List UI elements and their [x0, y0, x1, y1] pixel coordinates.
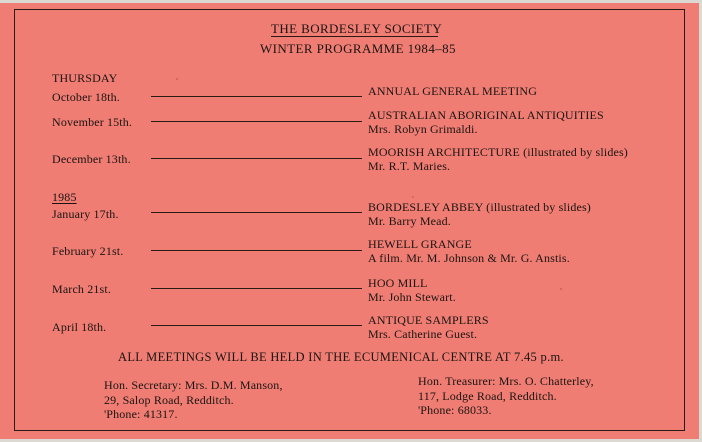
leader-line: [151, 121, 362, 122]
leader-line: [151, 288, 362, 289]
treasurer-phone: 'Phone: 68033.: [418, 403, 492, 417]
meeting-title: ANTIQUE SAMPLERS: [368, 313, 489, 327]
meeting-date: November 15th.: [52, 115, 133, 129]
meeting-title: ANNUAL GENERAL MEETING: [368, 84, 538, 98]
paper-speckle: [560, 288, 562, 290]
meeting-date: October 18th.: [52, 90, 120, 104]
leader-line: [151, 158, 362, 159]
leader-line: [151, 325, 362, 326]
year-heading: 1985: [52, 190, 77, 204]
title-underline: [271, 36, 438, 37]
secretary-name: Hon. Secretary: Mrs. D.M. Manson,: [104, 378, 283, 392]
card-edge-top: [0, 0, 702, 3]
paper-speckle: [176, 78, 178, 80]
meeting-speaker: Mrs. Robyn Grimaldi.: [368, 122, 478, 136]
leader-line: [151, 96, 362, 97]
leader-line: [151, 250, 362, 251]
meeting-speaker: A film. Mr. M. Johnson & Mr. G. Anstis.: [368, 251, 570, 265]
meeting-title: AUSTRALIAN ABORIGINAL ANTIQUITIES: [368, 108, 604, 122]
secretary-address: 29, Salop Road, Redditch.: [104, 393, 234, 407]
meeting-date: April 18th.: [52, 320, 107, 334]
venue-notice: ALL MEETINGS WILL BE HELD IN THE ECUMENICAL CENTRE AT 7.45 p.m.: [118, 350, 564, 364]
secretary-phone: 'Phone: 41317.: [104, 407, 178, 421]
meeting-title: BORDESLEY ABBEY (illustrated by slides): [368, 200, 591, 214]
meeting-title: HEWELL GRANGE: [368, 237, 472, 251]
meeting-speaker: Mr. Barry Mead.: [368, 214, 451, 228]
meeting-title: MOORISH ARCHITECTURE (illustrated by slides): [368, 145, 628, 159]
meeting-date: December 13th.: [52, 152, 131, 166]
meeting-date: February 21st.: [52, 244, 124, 258]
programme-subtitle: WINTER PROGRAMME 1984–85: [260, 41, 456, 56]
meeting-title: HOO MILL: [368, 276, 428, 290]
treasurer-name: Hon. Treasurer: Mrs. O. Chatterley,: [418, 374, 594, 388]
meeting-date: March 21st.: [52, 282, 111, 296]
paper-speckle: [412, 196, 414, 198]
meeting-speaker: Mrs. Catherine Guest.: [368, 327, 478, 341]
meeting-speaker: Mr. R.T. Maries.: [368, 159, 451, 173]
meeting-date: January 17th.: [52, 207, 119, 221]
treasurer-address: 117, Lodge Road, Redditch.: [418, 389, 557, 403]
meeting-speaker: Mr. John Stewart.: [368, 290, 456, 304]
society-title: THE BORDESLEY SOCIETY: [271, 21, 443, 36]
leader-line: [151, 212, 362, 213]
day-heading: THURSDAY: [52, 71, 118, 85]
